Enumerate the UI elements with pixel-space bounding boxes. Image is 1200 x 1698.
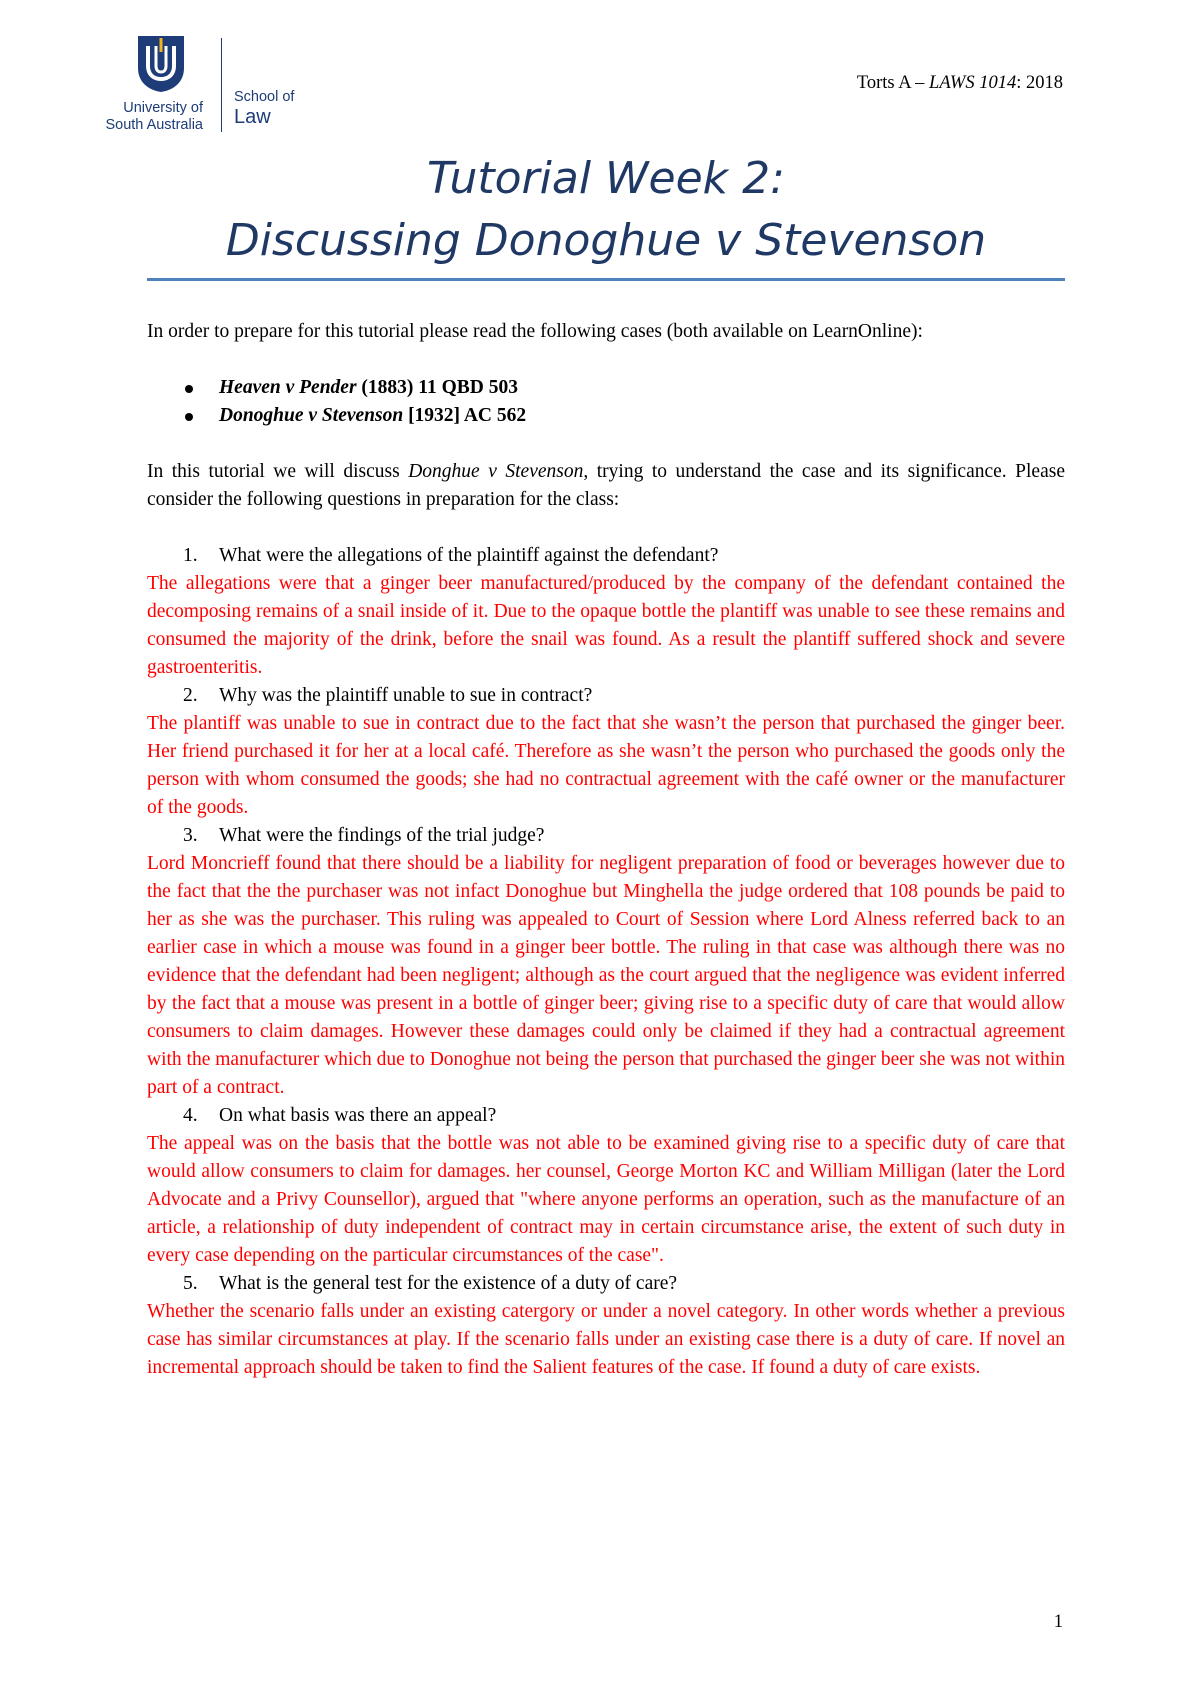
university-shield-icon <box>136 34 186 94</box>
intro-paragraph: In order to prepare for this tutorial please read the following cases (both available on LearnOnline): <box>147 321 923 342</box>
question-item: 3. What were the findings of the trial judge? <box>183 825 545 846</box>
answer-paragraph: Lord Moncrieff found that there should be a liability for negligent preparation of food or beverages however due to the fact that the the purchaser was not infact Donoghue but Minghella the judge ordered that 108 pounds be paid to her as she was the purchaser. This ruling was appealed to Court of Session where Lord Alness referred back to an earlier case in which a mouse was found in a ginger beer bottle. The ruling in that case was although there was no evidence that the defendant had been negligent; although as the court argued that the negligence was evident inferred by the fact that a mouse was present in a bottle of ginger beer; giving rise to a specific duty of care that would allow consumers to claim damages. However these damages could only be claimed if they had a contractual agreement with the manufacturer which due to Donoghue not being the person that purchased the ginger beer she was not within part of a contract. <box>147 853 1065 1098</box>
question-item: 2. Why was the plaintiff unable to sue in contract? <box>183 685 593 706</box>
page-title <box>147 148 1065 272</box>
case-item: Donoghue v Stevenson [1932] AC 562 <box>147 402 1065 430</box>
title-line-1: Tutorial Week 2: <box>427 153 785 204</box>
page-number: 1 <box>1053 1612 1063 1632</box>
document-body <box>147 318 1065 1382</box>
answer-paragraph: The allegations were that a ginger beer manufactured/produced by the company of the defendant contained the decomposing remains of a snail inside of it. Due to the opaque bottle the plantiff was unable to see these remains and consumed the majority of the drink, before the snail was found. As a result the plantiff suffered shock and severe gastroenteritis. <box>147 573 1065 678</box>
course-header: Torts A – LAWS 1014: 2018 <box>856 73 1063 93</box>
question-item: 4. On what basis was there an appeal? <box>183 1105 497 1126</box>
answer-paragraph: Whether the scenario falls under an existing catergory or under a novel category. In other words whether a previous case has similar circumstances at play. If the scenario falls under an existing case there is a duty of care. If novel an incremental approach should be taken to find the Salient features of the case. If found a duty of care exists. <box>147 1301 1065 1378</box>
unisa-law-logo <box>103 34 303 134</box>
bullet-icon <box>185 413 193 421</box>
answer-paragraph: The plantiff was unable to sue in contract due to the fact that she wasn’t the person that purchased the ginger beer. Her friend purchased it for her at a local café. Therefore as she wasn’t the person who purchased the goods only the person with whom consumed the goods; she had no contractual agreement with the café owner or the manufacturer of the goods. <box>147 713 1065 818</box>
school-name: School of Law <box>234 89 295 128</box>
question-item: 5. What is the general test for the existence of a duty of care? <box>183 1273 678 1294</box>
title-line-2: Discussing Donoghue v Stevenson <box>225 215 987 266</box>
course-code: LAWS 1014 <box>929 73 1017 93</box>
logo-divider <box>221 38 222 132</box>
university-name: University of South Australia <box>105 100 203 133</box>
answer-paragraph: The appeal was on the basis that the bottle was not able to be examined giving rise to a specific duty of care that would allow consumers to claim for damages. her counsel, George Morton KC and William Milligan (later the Lord Advocate and a Privy Counsellor), argued that "where anyone performs an operation, such as the manufacture of an article, a relationship of duty independent of contract may in certain circumstance arise, the extent of such duty in every case depending on the particular circumstances of the case". <box>147 1133 1065 1266</box>
discussion-paragraph: In this tutorial we will discuss Donghue v Stevenson, trying to understand the case and its significance. Please consider the following questions in preparation for the class: <box>147 461 1065 510</box>
question-item: 1. What were the allegations of the plaintiff against the defendant? <box>183 545 719 566</box>
bullet-icon <box>185 385 193 393</box>
title-divider <box>147 278 1065 281</box>
case-list <box>147 374 1065 430</box>
case-item: Heaven v Pender (1883) 11 QBD 503 <box>147 374 1065 402</box>
